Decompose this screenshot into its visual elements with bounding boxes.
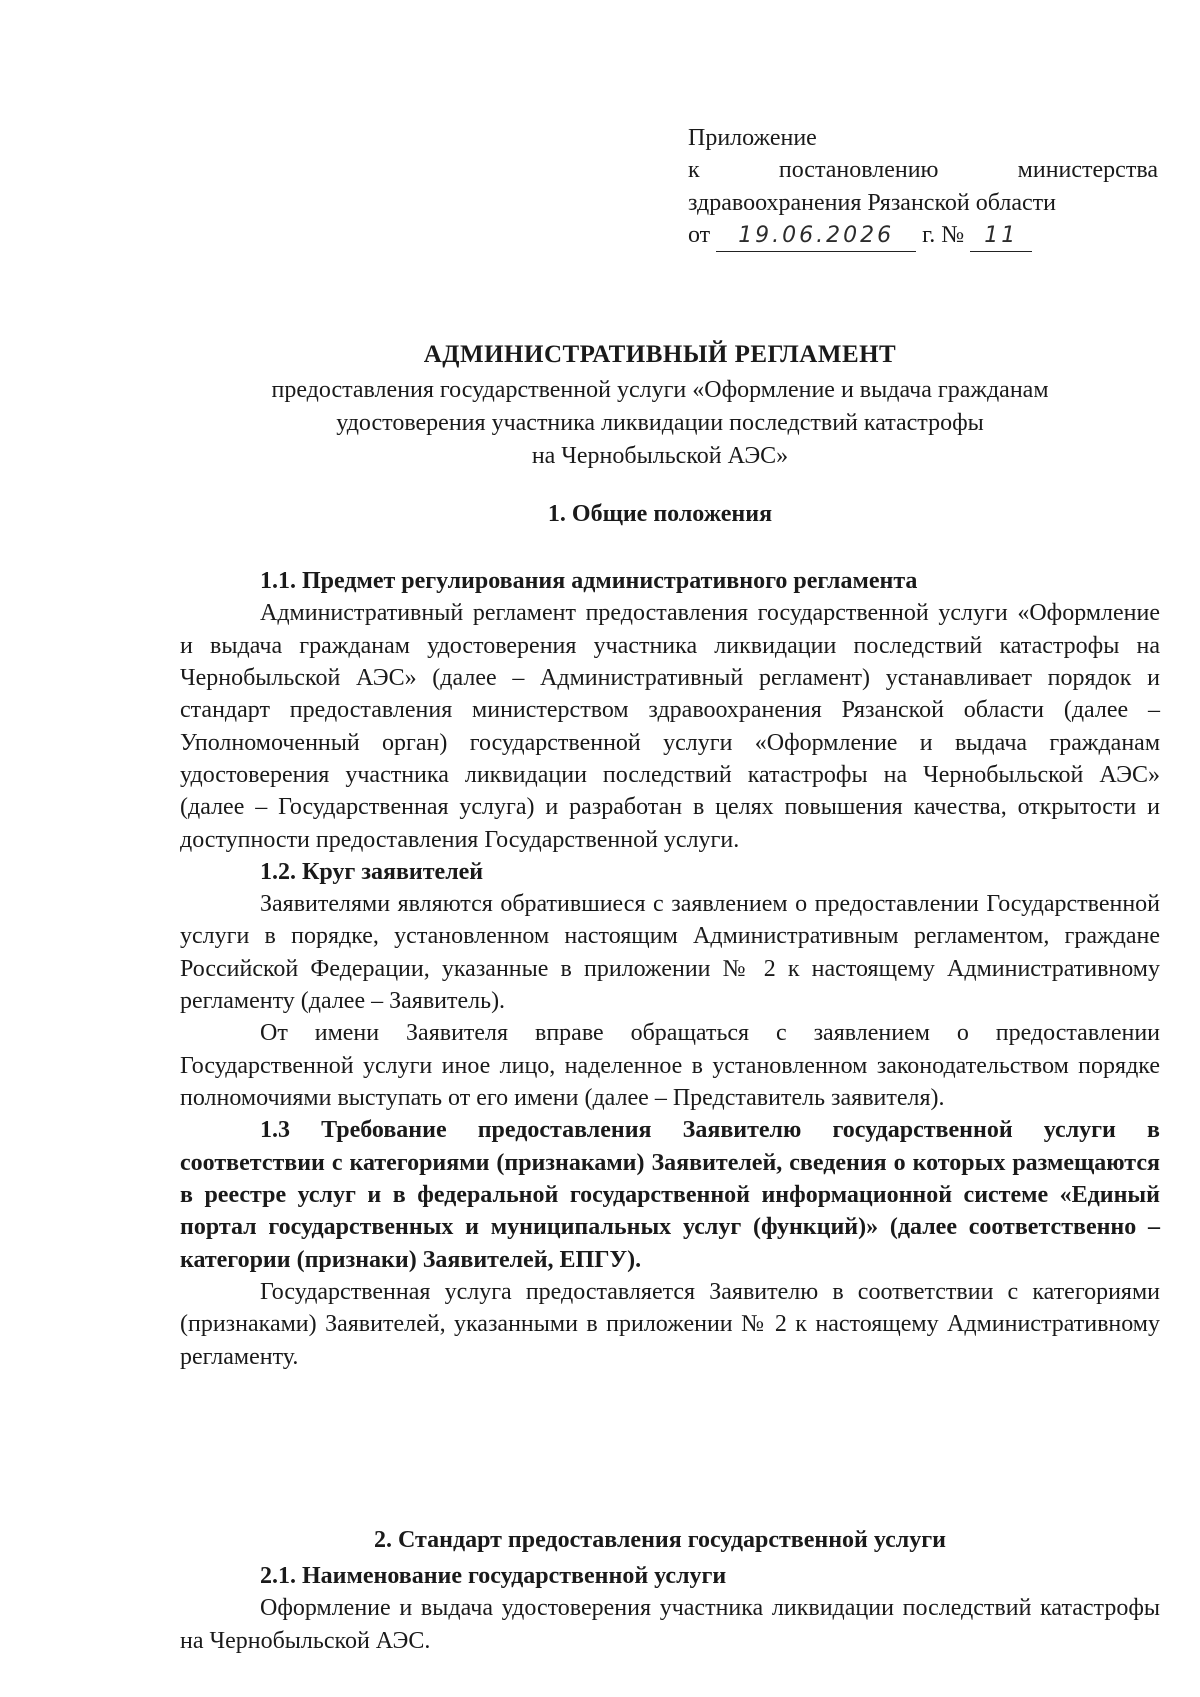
section-2-content (180, 1560, 1160, 1657)
section-2-1-text: Оформление и выдача удостоверения участника ликвидации последствий катастрофы на Чернобыльской АЭС. (180, 1595, 1160, 1654)
document-title-block (200, 338, 1120, 473)
section-2-heading: 2. Стандарт предоставления государственной услуги (374, 1527, 946, 1553)
number-prefix: г. № (922, 222, 965, 249)
handwritten-number: 11 (970, 221, 1032, 252)
appendix-date-line (688, 219, 1158, 252)
section-1-1-heading: 1.1. Предмет регулирования административного регламента (260, 568, 918, 594)
section-1-2-text-2: От имени Заявителя вправе обращаться с заявлением о предоставлении Государственной услуги иное лицо, наделенное в установленном законодательством порядке полномочиями выступать от его имени (далее – Представитель заявителя). (180, 1020, 1160, 1111)
document-subtitle-line-3: на Чернобыльской АЭС» (531, 442, 789, 469)
document-subtitle-line-2: удостоверения участника ликвидации последствий катастрофы (336, 409, 984, 436)
section-1-heading: 1. Общие положения (547, 501, 773, 527)
date-prefix: от (688, 222, 711, 249)
section-1-content (180, 565, 1160, 1373)
appendix-resolution-line: к постановлению министерства (688, 157, 1158, 184)
section-1-3-heading: 1.3 Требование предоставления Заявителю государственной услуги в соответствии с категориями (признаками) Заявителей, сведения о которых размещаются в реестре услуг и в федеральной государственной информационной системе «Единый портал государственных и муниципальных услуг (функций)» (далее соответственно – категории (признаки) Заявителей, ЕПГУ). (180, 1117, 1160, 1273)
section-2-1-heading: 2.1. Наименование государственной услуги (260, 1563, 727, 1589)
appendix-ministry-line: здравоохранения Рязанской области (688, 189, 1056, 216)
section-1-2-heading: 1.2. Круг заявителей (260, 858, 484, 885)
appendix-label: Приложение (688, 125, 817, 151)
appendix-header (688, 122, 1158, 252)
section-1-1-text: Административный регламент предоставления государственной услуги «Оформление и выдача гражданам удостоверения участника ликвидации последствий катастрофы на Чернобыльской АЭС» (далее – Административный регламент) устанавливает порядок и стандарт предоставления министерством здравоохранения Рязанской области (далее – Уполномоченный орган) государственной услуги «Оформление и выдача гражданам удостоверения участника ликвидации последствий катастрофы на Чернобыльской АЭС» (далее – Государственная услуга) и разработан в целях повышения качества, открытости и доступности предоставления Государственной услуги. (180, 600, 1160, 853)
document-title: АДМИНИСТРАТИВНЫЙ РЕГЛАМЕНТ (423, 341, 897, 368)
handwritten-date: 19.06.2026 (716, 221, 916, 252)
document-subtitle-line-1: предоставления государственной услуги «Оформление и выдача гражданам (271, 376, 1049, 403)
section-1-3-text: Государственная услуга предоставляется Заявителю в соответствии с категориями (признаками) Заявителей, указанными в приложении № 2 к настоящему Административному регламенту. (180, 1278, 1160, 1370)
section-1-2-text-1: Заявителями являются обратившиеся с заявлением о предоставлении Государственной услуги в порядке, установленном настоящим Административным регламентом, граждане Российской Федерации, указанные в приложении № 2 к настоящему Административному регламенту (далее – Заявитель). (180, 891, 1160, 1015)
